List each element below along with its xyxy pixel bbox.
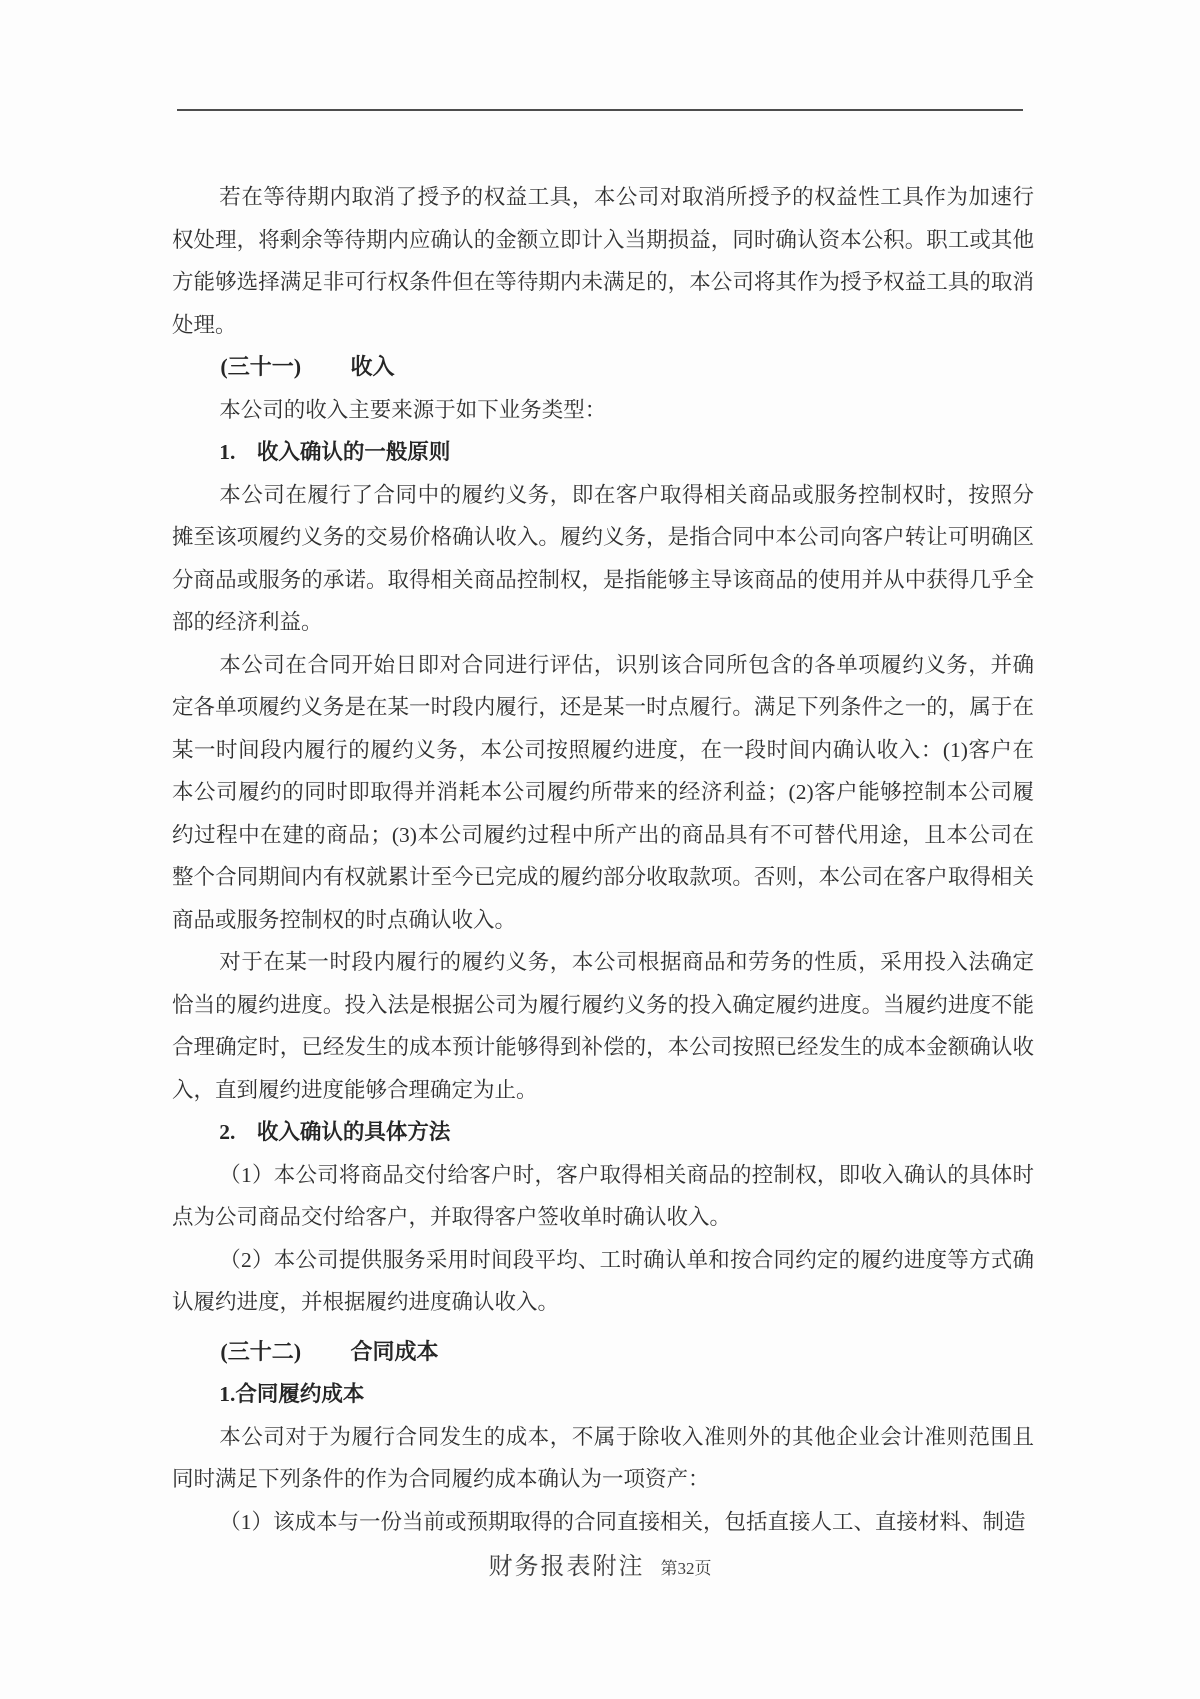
para-input-method-progress: 对于在某一时段内履行的履约义务，本公司根据商品和劳务的性质，采用投入法确定恰当的履约进度。投入法是根据公司为履行履约义务的投入确定履约进度。当履约进度不能合理确定时，已经发生的成本预计能够得到补偿的，本公司按照已经发生的成本金额确认收入，直到履约进度能够合理确定为止。	[172, 950, 1034, 1102]
para-performance-obligation-principle: 本公司在履行了合同中的履约义务，即在客户取得相关商品或服务控制权时，按照分摊至该项履约义务的交易价格确认收入。履约义务，是指合同中本公司向客户转让可明确区分商品或服务的承诺。取得相关商品控制权，是指能够主导该商品的使用并从中获得几乎全部的经济利益。	[172, 482, 1034, 634]
para-contract-evaluation: 本公司在合同开始日即对合同进行评估，识别该合同所包含的各单项履约义务，并确定各单项履约义务是在某一时段内履行，还是某一时点履行。满足下列条件之一的，属于在某一时间段内履行的履约义务，本公司按照履约进度，在一段时间内确认收入：(1)客户在本公司履约的同时即取得并消耗本公司履约所带来的经济利益；(2)客户能够控制本公司履约过程中在建的商品；(3)本公司履约过程中所产出的商品具有不可替代用途，且本公司在整个合同期间内有权就累计至今已完成的履约部分收取款项。否则，本公司在客户取得相关商品或服务控制权的时点确认收入。	[172, 652, 1034, 932]
header-rule	[177, 109, 1023, 111]
para-goods-delivery-recognition: （1）本公司将商品交付给客户时，客户取得相关商品的控制权，即收入确认的具体时点为公司商品交付给客户，并取得客户签收单时确认收入。	[172, 1162, 1034, 1229]
para-service-recognition: （2）本公司提供服务采用时间段平均、工时确认单和按合同约定的履约进度等方式确认履约进度，并根据履约进度确认收入。	[172, 1247, 1034, 1314]
subsection-revenue-specific-method-heading: 2. 收入确认的具体方法	[219, 1120, 451, 1144]
footer-page-number: 第32页	[660, 1559, 712, 1578]
section-32-heading	[172, 1331, 1034, 1374]
para-revenue-sources-intro: 本公司的收入主要来源于如下业务类型：	[219, 397, 607, 422]
section-32-number: (三十二)	[220, 1338, 302, 1364]
footer-doc-title: 财务报表附注	[488, 1554, 645, 1580]
section-31-title: 收入	[350, 354, 395, 379]
subsection-revenue-general-principle-heading: 1. 收入确认的一般原则	[219, 440, 451, 464]
section-32-title: 合同成本	[350, 1338, 439, 1364]
para-cost-condition-1: （1）该成本与一份当前或预期取得的合同直接相关，包括直接人工、直接材料、制造	[219, 1509, 1026, 1534]
section-31-number: (三十一)	[220, 354, 302, 379]
page-footer	[0, 1550, 1200, 1587]
para-equity-instrument-cancellation: 若在等待期内取消了授予的权益工具，本公司对取消所授予的权益性工具作为加速行权处理，将剩余等待期内应确认的金额立即计入当期损益，同时确认资本公积。职工或其他方能够选择满足非可行权条件但在等待期内未满足的，本公司将其作为授予权益工具的取消处理。	[172, 185, 1034, 337]
section-31-heading	[172, 346, 1034, 389]
subsection-contract-fulfillment-cost-heading: 1.合同履约成本	[219, 1382, 365, 1406]
para-contract-cost-criteria: 本公司对于为履行合同发生的成本，不属于除收入准则外的其他企业会计准则范围且同时满足下列条件的作为合同履约成本确认为一项资产：	[172, 1424, 1034, 1491]
notes-content	[172, 176, 1034, 1543]
